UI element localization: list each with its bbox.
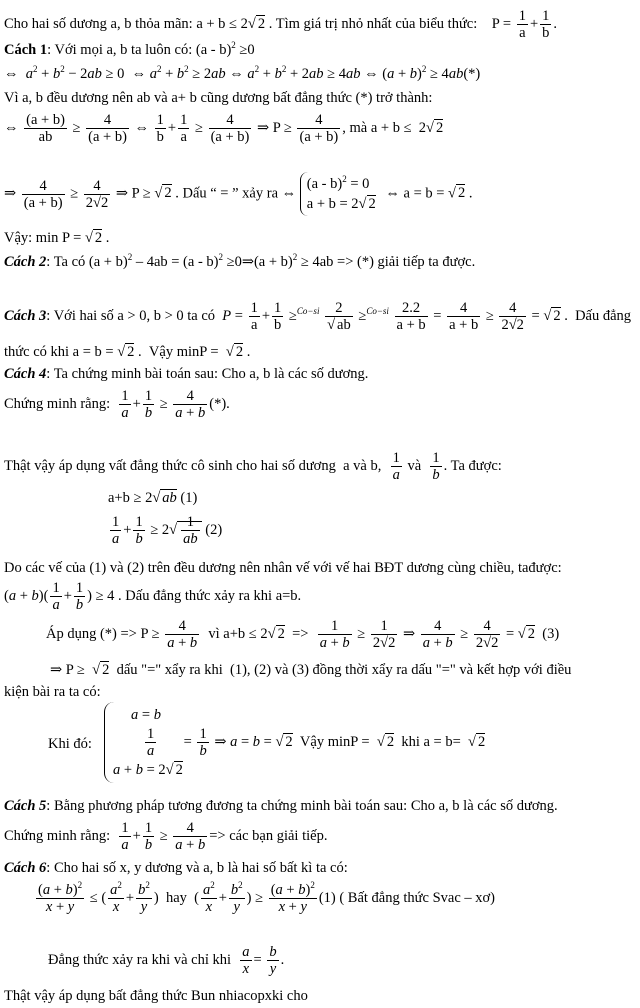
c1-line1: Cách 1: Với mọi a, b ta luôn có: (a - b)$^2$ ≥0: [4, 40, 255, 58]
c4-line6: Áp dụng (*) => P ≥ $\frac{4}{a + b}$ vì a+b ≤ 2√ 2 => $\frac{1}{a + b}$ ≥ $\frac{1}{2√2}$ ⇒ $\frac{4}{a + b}$ ≥ $\frac{4}{2√2}$ = √ 2 (3): [46, 618, 560, 651]
c2-line: Cách 2: Ta có $(a + b)^2 - 4ab = (a - b)^2$ ≥0⇒(a + b)$^2$ ≥ 4ab => (*) giải tiếp ta được.: [4, 252, 476, 270]
c1-line5: ⇒ $\frac{4}{(a + b)}$ ≥ $\frac{4}{2√2}$ ⇒ P ≥ √ 2 . Dấu “ = ” xảy ra ⇔ (a - b)$^2$ = 0 a + b = 2√ 2 ⇔ a = b = √ 2 .: [4, 172, 473, 216]
c6-line1: Cách 6: Cho hai số x, y dương và a, b là hai số bất kì ta có:: [4, 860, 348, 876]
c4-line8: kiện bài ra ta có:: [4, 684, 101, 700]
c4-sys-r2: $\frac{1}{a}$ = $\frac{1}{b}$ ⇒ a = b = √ 2 Vậy minP = √ 2 khi a = b= √ 2: [147, 726, 486, 759]
c1-line4: ⇔ $\frac{(a + b)}{ab}$ ≥ $\frac{4}{(a + b)}$ ⇔ $\frac{1}{b}$ + $\frac{1}{a}$ ≥ $\frac{4}{(a + b)}$ ⇒ P ≥ $\frac{4}{(a + b)}$ , mà a + b ≤ 2√ 2: [4, 112, 444, 145]
c4-system: [104, 702, 485, 783]
c1-line2: ⇔ $a^2 + b^2 - 2ab \ge 0$ ⇔ $a^2 + b^2 \ge 2ab$ ⇔ $a^2 + b^2 + 2ab \ge 4ab$ ⇔ $(a + b)^2 \ge 4ab(*)$: [4, 64, 481, 82]
problem-statement: Cho hai số dương a, b thỏa mãn: a + b ≤ 2√ 2 . Tìm giá trị nhỏ nhất của biểu thức: P = $\frac{1}{a}$ + $\frac{1}{b}$ .: [4, 8, 558, 41]
c4-line7: ⇒ P ≥ √ 2 dấu "=" xẩy ra khi (1), (2) và (3) đồng thời xẩy ra dấu "=" và kết hợp với điều: [50, 662, 572, 678]
c5-line1: Cách 5: Bằng phương pháp tương đương ta chứng minh bài toán sau: Cho a, b là các số dương.: [4, 798, 558, 814]
c1-line6: Vậy: min P = √ 2 .: [4, 230, 110, 246]
c4-line1: Cách 4: Ta chứng minh bài toán sau: Cho a, b là các số dương.: [4, 366, 369, 382]
c1-line3: Vì a, b đều dương nên ab và a+ b cũng dương bất đẳng thức (*) trở thành:: [4, 90, 433, 106]
c4-line3: Thật vậy áp dụng vất đẳng thức cô sinh cho hai số dương a và b, $\frac{1}{a}$ và $\frac{1}{b}$ . Ta được:: [4, 450, 502, 483]
c4-eq1: a+b ≥ 2√ ab (1): [108, 490, 198, 506]
c6-line3: Đẳng thức xảy ra khi và chỉ khi $\frac{a}{x}$ = $\frac{b}{y}$ .: [48, 944, 285, 977]
c6-line2: $\frac{(a + b)^2}{x + y}$ ≤ ( $\frac{a^2}{x}$ + $\frac{b^2}{y}$ ) hay ( $\frac{a^2}{x}$ + $\frac{b^2}{y}$ ) ≥ $\frac{(a + b)^2}{x + y}$ (1) ( Bất đẳng thức Svac – xơ): [38, 880, 496, 915]
c4-line2: Chứng minh rằng: $\frac{1}{a}$ + $\frac{1}{b}$ ≥ $\frac{4}{a + b}$ (*).: [4, 388, 230, 421]
c1-system: (a - b)$^2$ = 0 a + b = 2√ 2: [300, 172, 382, 216]
c3-line2: thức có khi a = b = √ 2 . Vậy minP = √ 2 .: [4, 344, 251, 360]
c4-sys-r1: a = b: [131, 707, 161, 723]
c4-sys-r3: a + b = 2√ 2: [113, 762, 183, 778]
c4-eq2: $\frac{1}{a}$ + $\frac{1}{b}$ ≥ 2√ $\frac{1}{ab}$ (2): [112, 514, 223, 547]
c4-sys-label: Khi đó:: [48, 736, 92, 752]
c5-line2: Chứng minh rằng: $\frac{1}{a}$ + $\frac{1}{b}$ ≥ $\frac{4}{a + b}$ => các bạn giải tiếp.: [4, 820, 328, 853]
c4-conclusion: Vậy minP = √ 2 khi a = b= √ 2: [299, 733, 486, 750]
c4-line4: Do các vế của (1) và (2) trên đều dương nên nhân vế với vế hai BĐT dương cùng chiều, tađược:: [4, 560, 562, 576]
c1-line4b: , mà a + b ≤ 2√ 2: [342, 119, 444, 136]
problem-intro: Cho hai số dương a, b thỏa mãn: a + b ≤ 2√ 2 . Tìm giá trị nhỏ nhất của biểu thức:: [4, 15, 478, 32]
last-line: Thật vậy áp dụng bất đẳng thức Bun nhiacopxki cho: [4, 988, 308, 1004]
c4-line5: (a + b)( $\frac{1}{a}$ + $\frac{1}{b}$ ) ≥ 4 . Dấu đẳng thức xảy ra khi a=b.: [4, 580, 302, 613]
c3-line1: Cách 3: Với hai số a > 0, b > 0 ta có P = $\frac{1}{a}$ + $\frac{1}{b}$ ≥$^{Co-si}$ $\frac{2}{√ ab}$ ≥$^{Co-si}$ $\frac{2.2}{a + b}$ = $\frac{4}{a + b}$ ≥ $\frac{4}{2√2}$ = √ 2 . Dấu đẳng: [4, 300, 632, 333]
